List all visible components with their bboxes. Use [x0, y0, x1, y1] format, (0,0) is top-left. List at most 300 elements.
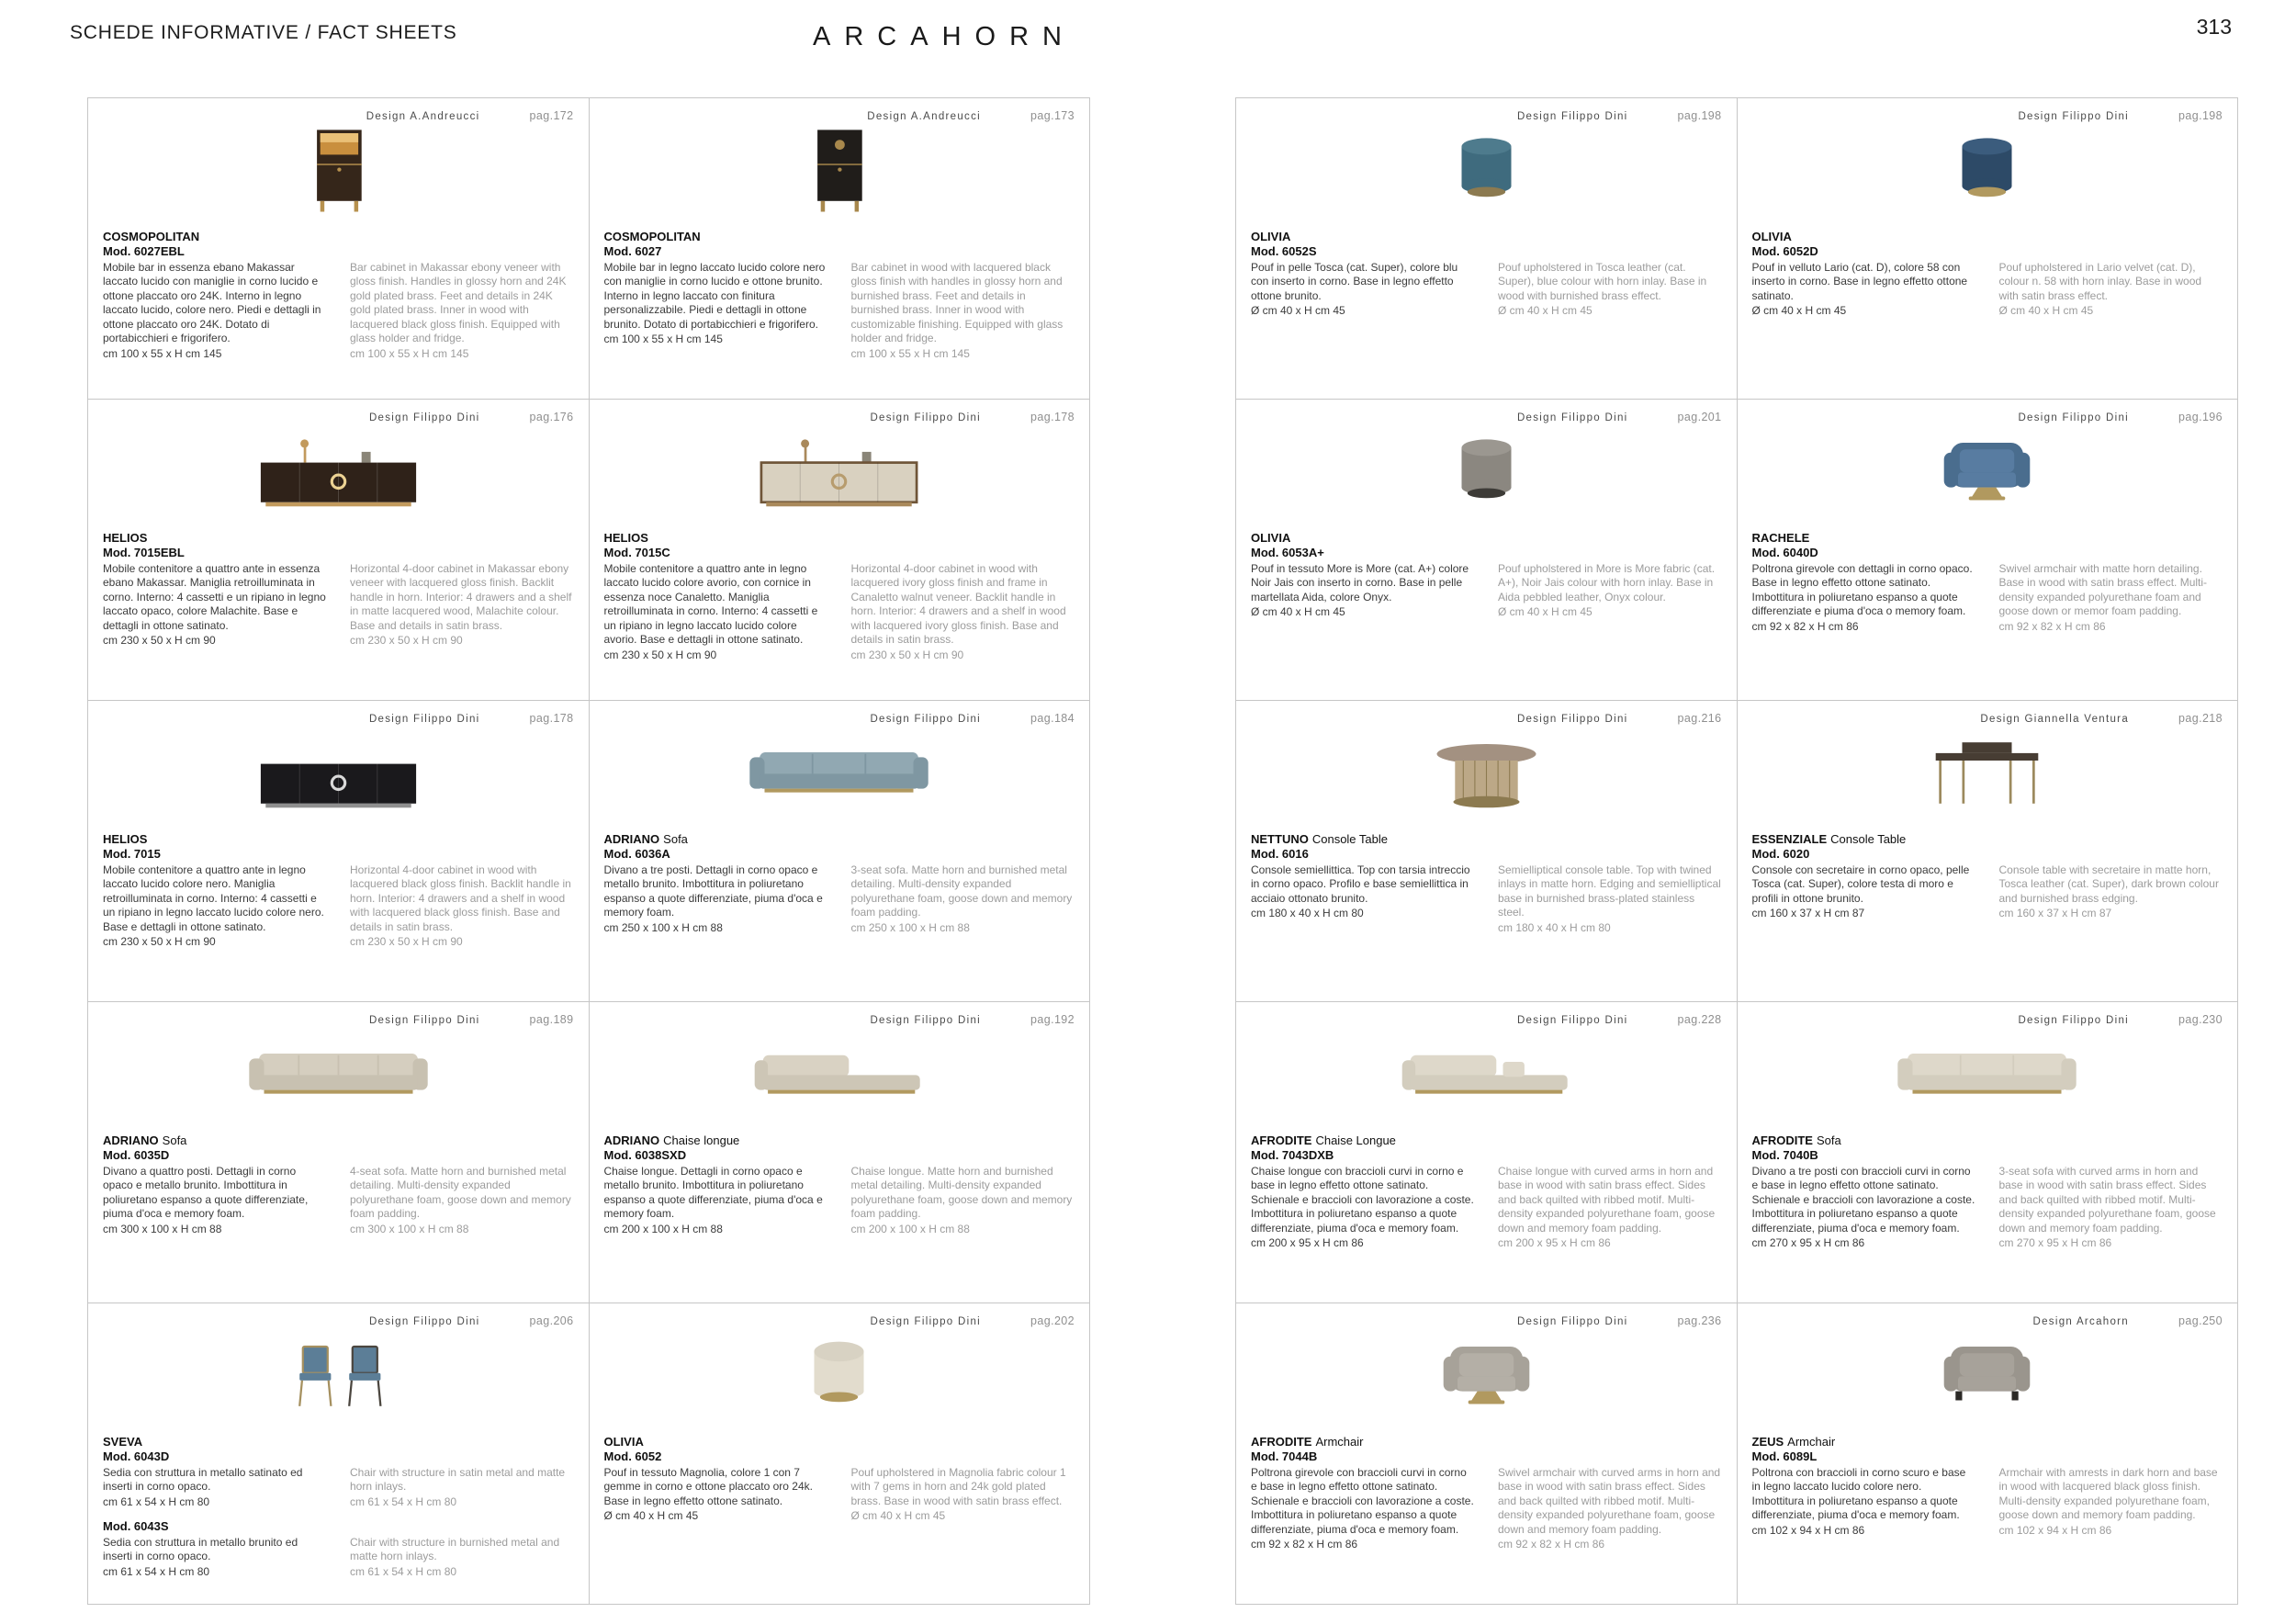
model-block [1752, 244, 2223, 319]
card-header [1251, 1011, 1722, 1026]
description-italian [103, 261, 326, 362]
product-image [1251, 122, 1722, 227]
model-number: Mod. 6038SXD [603, 1148, 687, 1163]
description-text-en: Chair with structure in satin metal and matte horn inlays. [350, 1465, 566, 1494]
page-reference: pag.184 [1030, 712, 1075, 725]
page-reference: pag.216 [1677, 712, 1722, 725]
dimensions-it: cm 270 x 95 x H cm 86 [1751, 1236, 1865, 1250]
description-text-it: Divano a tre posti con braccioli curvi in corno e base in legno effetto ottone satinato. Schienale e braccioli con lavorazione a coste. Imbottitura in poliuretano espanso a quote differenziate, piuma d'oca e memory foam. [1751, 1164, 1975, 1235]
product-image [604, 1327, 1075, 1432]
product-title [1251, 832, 1722, 847]
model-block [1251, 244, 1722, 319]
model-number: Mod. 7043DXB [1251, 1148, 1334, 1163]
model-number: Mod. 6040D [1751, 546, 1818, 560]
description-italian [1251, 1165, 1474, 1252]
description-text-en: Swivel armchair with matte horn detailing. Base in wood with satin brass effect. Multi-density expanded polyurethane foam and goose down or memor foam padding. [1998, 561, 2208, 618]
designer-label: Design Arcahorn [2032, 1316, 2130, 1327]
dimensions-en: cm 300 x 100 x H cm 88 [350, 1222, 469, 1235]
dimensions-en: cm 102 x 94 x H cm 86 [1998, 1523, 2112, 1537]
designer-label: Design Filippo Dini [368, 412, 480, 423]
product-model-blocks [1752, 1449, 2223, 1538]
card-header [103, 107, 574, 122]
product-name: NETTUNO [1251, 832, 1309, 846]
dimensions-en: cm 230 x 50 x H cm 90 [850, 648, 964, 662]
product-card [1236, 98, 1738, 400]
card-header [1251, 710, 1722, 725]
product-card [1236, 701, 1738, 1002]
product-type-label: Armchair [1787, 1435, 1836, 1449]
dimensions-en: cm 100 x 55 x H cm 145 [350, 347, 469, 361]
page-reference: pag.201 [1677, 411, 1722, 423]
dimensions-it: cm 230 x 50 x H cm 90 [103, 634, 216, 648]
description-italian [1752, 863, 1975, 921]
model-number: Mod. 6027 [603, 244, 662, 259]
product-name: ADRIANO [603, 1133, 660, 1147]
product-model-blocks [103, 1449, 574, 1579]
dimensions-it: cm 100 x 55 x H cm 145 [103, 347, 222, 361]
description-text-it: Pouf in velluto Lario (cat. D), colore 58 con inserto in corno. Base in legno effetto ottone satinato. [1751, 260, 1968, 302]
product-type-label: Console Table [1830, 832, 1907, 846]
dimensions-en: Ø cm 40 x H cm 45 [850, 1509, 946, 1523]
product-title [1251, 1435, 1722, 1449]
product-card [1236, 1002, 1738, 1303]
description-text-it: Mobile bar in essenza ebano Makassar laccato lucido con maniglie in corno lucido e ottone placcato oro 24K. Interno in legno laccato lucido, colore nero. Piedi e dettagli in ottone placcato oro 24K. Dotato di portabicchieri e frigorifero. [103, 260, 321, 345]
product-model-blocks [604, 546, 1075, 662]
product-card [88, 701, 590, 1002]
dimensions-it: Ø cm 40 x H cm 45 [1251, 304, 1345, 318]
card-header [604, 107, 1075, 122]
page-reference: pag.178 [529, 712, 574, 725]
model-number: Mod. 6052D [1751, 244, 1818, 259]
product-name: COSMOPOLITAN [603, 230, 701, 243]
description-text-it: Console semiellittica. Top con tarsia intreccio in corno opaco. Profilo e base semiellittica in acciaio ottonato brunito. [1251, 863, 1470, 905]
dimensions-it: cm 180 x 40 x H cm 80 [1251, 907, 1364, 920]
product-image [1251, 423, 1722, 528]
product-name: ADRIANO [603, 832, 660, 846]
card-header [1251, 1313, 1722, 1327]
description-text-en: Pouf upholstered in Lario velvet (cat. D), colour n. 58 with horn inlay. Base in wood with satin brass effect. [1998, 260, 2202, 302]
product-card [1236, 400, 1738, 701]
description-text-en: Pouf upholstered in Tosca leather (cat. Super), blue colour with horn inlay. Base in wood with burnished brass effect. [1498, 260, 1707, 302]
designer-label: Design Filippo Dini [870, 1316, 982, 1327]
description-italian [604, 1466, 827, 1524]
product-title [1752, 531, 2223, 546]
description-text-it: Sedia con struttura in metallo brunito ed inserti in corno opaco. [103, 1535, 298, 1563]
description-italian [103, 562, 326, 649]
description-italian [1251, 863, 1474, 936]
product-model-blocks [1251, 1148, 1722, 1251]
product-image [1752, 122, 2223, 227]
card-header [604, 409, 1075, 423]
designer-label: Design A.Andreucci [867, 111, 982, 122]
product-model-blocks [103, 546, 574, 648]
description-columns [1251, 863, 1722, 936]
description-text-it: Mobile bar in legno laccato lucido colore nero con maniglie in corno lucido e ottone brunito. Interno in legno laccato con finitura personalizzabile. Piedi e dettagli in ottone brunito. Dotato di portabicchieri e frigorifero. [603, 260, 826, 331]
product-title [1251, 531, 1722, 546]
product-card [590, 400, 1091, 701]
model-block [1752, 546, 2223, 634]
product-name: OLIVIA [1251, 230, 1291, 243]
product-card [88, 1303, 590, 1605]
description-english [350, 1466, 573, 1510]
description-english [350, 261, 573, 362]
description-italian [604, 1165, 827, 1237]
model-number: Mod. 6027EBL [103, 244, 185, 259]
product-model-blocks [1752, 847, 2223, 921]
description-text-it: Chaise longue con braccioli curvi in corno e base in legno effetto ottone satinato. Schienale e braccioli con lavorazione a coste. Imbottitura in poliuretano espanso a quote differenziate, piuma d'oca e memory foam. [1251, 1164, 1474, 1235]
dimensions-it: Ø cm 40 x H cm 45 [1251, 605, 1345, 619]
description-text-it: Console con secretaire in corno opaco, pelle Tosca (cat. Super), colore testa di moro e profili in ottone brunito. [1751, 863, 1970, 905]
dimensions-en: Ø cm 40 x H cm 45 [1498, 304, 1593, 318]
product-model-blocks [604, 847, 1075, 935]
page-reference: pag.198 [1677, 109, 1722, 122]
dimensions-en: cm 92 x 82 x H cm 86 [1998, 619, 2106, 633]
fact-sheet-grid-right [1235, 97, 2238, 1605]
description-english [350, 1165, 573, 1237]
model-number: Mod. 6053A+ [1251, 546, 1324, 560]
product-card [88, 1002, 590, 1303]
product-name: AFRODITE [1751, 1133, 1813, 1147]
model-block [1752, 1148, 2223, 1251]
designer-label: Design Filippo Dini [1516, 714, 1628, 725]
model-block [103, 847, 574, 950]
product-title [1752, 832, 2223, 847]
product-name: OLIVIA [1751, 230, 1792, 243]
model-block [103, 1519, 574, 1579]
product-image [604, 122, 1075, 227]
description-columns [604, 1466, 1075, 1524]
description-italian [1251, 261, 1474, 319]
product-title [604, 230, 1075, 244]
product-card [1738, 98, 2239, 400]
dimensions-en: cm 180 x 40 x H cm 80 [1498, 920, 1611, 934]
designer-label: Design Filippo Dini [368, 1015, 480, 1026]
card-header [103, 710, 574, 725]
product-image [1752, 1327, 2223, 1432]
product-title [604, 531, 1075, 546]
dimensions-it: cm 92 x 82 x H cm 86 [1251, 1538, 1358, 1551]
description-text-it: Poltrona girevole con dettagli in corno opaco. Base in legno effetto ottone satinato. Imbottitura in poliuretano espanso a quote differenziate e piuma d'oca o memory foam. [1751, 561, 1973, 618]
description-text-en: Chair with structure in burnished metal and matte horn inlays. [350, 1535, 560, 1563]
description-text-en: Chaise longue with curved arms in horn and base in wood with satin brass effect. Sides and back quilted with ribbed motif. Multi-density expanded polyurethane foam, goose down and memory foam padding. [1498, 1164, 1716, 1235]
model-number: Mod. 6036A [603, 847, 670, 862]
model-number: Mod. 6020 [1751, 847, 1810, 862]
page-reference: pag.202 [1030, 1314, 1075, 1327]
product-title [103, 230, 574, 244]
description-italian [1251, 562, 1474, 620]
product-image [1752, 423, 2223, 528]
product-title [103, 1435, 574, 1449]
product-model-blocks [604, 1449, 1075, 1524]
product-image [1251, 725, 1722, 829]
dimensions-it: Ø cm 40 x H cm 45 [1751, 304, 1847, 318]
page-reference: pag.228 [1677, 1013, 1722, 1026]
product-name: OLIVIA [603, 1435, 644, 1449]
description-italian [604, 863, 827, 936]
page-reference: pag.206 [529, 1314, 574, 1327]
product-name: RACHELE [1751, 531, 1810, 545]
designer-label: Design Filippo Dini [2018, 111, 2130, 122]
description-text-en: Semielliptical console table. Top with twined inlays in matte horn. Edging and semielliptical base in burnished brass-plated stainless steel. [1498, 863, 1721, 919]
model-block [604, 546, 1075, 662]
designer-label: Design Giannella Ventura [1980, 714, 2130, 725]
product-name: ESSENZIALE [1751, 832, 1828, 846]
description-italian [604, 261, 827, 362]
dimensions-it: cm 230 x 50 x H cm 90 [103, 935, 216, 949]
model-number: Mod. 7015C [603, 546, 670, 560]
description-text-it: Mobile contenitore a quattro ante in legno laccato lucido colore nero. Maniglia retroilluminata in corno. Interno: 4 cassetti e un ripiano in legno laccato lucido colore nero. Base e dettagli in ottone satinato. [103, 863, 324, 933]
product-title [1251, 1133, 1722, 1148]
page-number: 313 [2196, 15, 2232, 39]
description-columns [1752, 1165, 2223, 1252]
dimensions-en: cm 61 x 54 x H cm 80 [350, 1494, 457, 1508]
dimensions-it: cm 61 x 54 x H cm 80 [103, 1564, 210, 1578]
designer-label: Design A.Andreucci [366, 111, 480, 122]
description-text-en: Bar cabinet in wood with lacquered black gloss finish with handles in glossy horn and burnished brass. Feet and details in burnished brass. Inner in wood with customizable finishing. Equipped with glass holder and fridge. [850, 260, 1064, 345]
product-card [88, 98, 590, 400]
product-card [590, 701, 1091, 1002]
product-title [1752, 230, 2223, 244]
product-card [1738, 1303, 2239, 1605]
card-header [103, 409, 574, 423]
description-columns [103, 562, 574, 649]
model-block [103, 244, 574, 361]
description-text-it: Poltrona girevole con braccioli curvi in corno e base in legno effetto ottone satinato. Schienale e braccioli con lavorazione a coste. Imbottitura in poliuretano espanso a quote differenziate, piuma d'oca e memory foam. [1251, 1465, 1474, 1536]
dimensions-it: cm 160 x 37 x H cm 87 [1751, 907, 1865, 920]
product-card [590, 1303, 1091, 1605]
description-english [851, 863, 1075, 936]
description-italian [1251, 1466, 1474, 1553]
model-block [1752, 1449, 2223, 1538]
product-type-label: Chaise Longue [1315, 1133, 1396, 1147]
description-text-en: Horizontal 4-door cabinet in Makassar ebony veneer with lacquered gloss finish. Backlit handle in horn. Interior: 4 drawers and a shelf in matte lacquered wood, Malachite colour. Base and details in satin brass. [350, 561, 572, 632]
dimensions-it: cm 200 x 95 x H cm 86 [1251, 1236, 1364, 1250]
product-title [103, 832, 574, 847]
product-title [604, 1133, 1075, 1148]
model-block [1251, 546, 1722, 620]
product-card [1738, 701, 2239, 1002]
description-text-it: Mobile contenitore a quattro ante in legno laccato lucido colore avorio, con cornice in essenza noce Canaletto. Maniglia retroilluminata in corno. Interno: 4 cassetti e un ripiano in legno laccato lucido colore avorio. Base e dettagli in ottone satinato. [603, 561, 818, 647]
card-header [1251, 409, 1722, 423]
product-image [1752, 1026, 2223, 1131]
card-header [1752, 409, 2223, 423]
product-image [103, 423, 574, 528]
model-block [103, 546, 574, 648]
product-title [1251, 230, 1722, 244]
product-card [1738, 400, 2239, 701]
description-columns [604, 562, 1075, 663]
product-name: OLIVIA [1251, 531, 1291, 545]
product-model-blocks [1251, 847, 1722, 935]
designer-label: Design Filippo Dini [870, 1015, 982, 1026]
page-reference: pag.192 [1030, 1013, 1075, 1026]
description-english [1999, 562, 2223, 635]
description-columns [1251, 1466, 1722, 1553]
description-italian [1752, 1466, 1975, 1539]
description-english [851, 562, 1075, 663]
model-block [103, 1148, 574, 1236]
description-text-en: Bar cabinet in Makassar ebony veneer with gloss finish. Handles in glossy horn and 24K gold plated brass. Feet and details in 24K gold plated brass. Inner in wood with lacquered black gloss finish. Equipped with glass holder and fridge. [350, 260, 567, 345]
dimensions-it: cm 200 x 100 x H cm 88 [603, 1222, 723, 1235]
product-image [103, 1327, 574, 1432]
page-reference: pag.198 [2178, 109, 2223, 122]
dimensions-en: cm 92 x 82 x H cm 86 [1498, 1538, 1605, 1551]
description-columns [1251, 261, 1722, 319]
card-header [103, 1011, 574, 1026]
designer-label: Design Filippo Dini [1516, 1015, 1628, 1026]
designer-label: Design Filippo Dini [368, 714, 480, 725]
description-text-en: Pouf upholstered in More is More fabric (cat. A+), Noir Jais colour with horn inlay. Base in Aida pebbled leather, Onyx colour. [1498, 561, 1716, 603]
card-header [604, 1313, 1075, 1327]
description-text-it: Pouf in pelle Tosca (cat. Super), colore blu con inserto in corno. Base in legno effetto ottone brunito. [1251, 260, 1458, 302]
description-english [1999, 863, 2223, 921]
product-image [604, 1026, 1075, 1131]
dimensions-en: cm 200 x 95 x H cm 86 [1498, 1236, 1611, 1250]
description-columns [1752, 261, 2223, 319]
product-title [604, 832, 1075, 847]
product-image [1251, 1026, 1722, 1131]
page-reference: pag.178 [1030, 411, 1075, 423]
description-text-en: 4-seat sofa. Matte horn and burnished metal detailing. Multi-density expanded polyurethane foam, goose down and memory foam padding. [350, 1164, 571, 1221]
product-image [103, 725, 574, 829]
page-reference: pag.218 [2178, 712, 2223, 725]
model-number: Mod. 6052 [603, 1449, 662, 1464]
product-model-blocks [103, 244, 574, 361]
product-image [103, 122, 574, 227]
designer-label: Design Filippo Dini [1516, 111, 1628, 122]
page-reference: pag.250 [2178, 1314, 2223, 1327]
product-model-blocks [1251, 244, 1722, 319]
description-english [1498, 863, 1721, 936]
designer-label: Design Filippo Dini [870, 412, 982, 423]
model-number: Mod. 6089L [1751, 1449, 1818, 1464]
description-text-it: Divano a quattro posti. Dettagli in corno opaco e metallo brunito. Imbottitura in poliuretano espanso a quote differenziate, piuma d'oca e memory foam. [103, 1164, 309, 1221]
description-columns [103, 863, 574, 951]
designer-label: Design Filippo Dini [1516, 1316, 1628, 1327]
product-name: COSMOPOLITAN [103, 230, 200, 243]
description-text-it: Pouf in tessuto More is More (cat. A+) colore Noir Jais con inserto in corno. Base in pelle martellata Aida, colore Onyx. [1251, 561, 1469, 603]
product-model-blocks [1752, 546, 2223, 634]
description-columns [103, 1165, 574, 1237]
product-name: SVEVA [103, 1435, 143, 1449]
product-model-blocks [604, 244, 1075, 361]
model-block [604, 244, 1075, 361]
description-columns [1251, 1165, 1722, 1252]
description-columns [604, 863, 1075, 936]
designer-label: Design Filippo Dini [2018, 412, 2130, 423]
page-reference: pag.172 [529, 109, 574, 122]
model-number: Mod. 6043D [103, 1449, 170, 1464]
description-columns [103, 1466, 574, 1510]
description-italian [1752, 261, 1975, 319]
description-text-en: Swivel armchair with curved arms in horn and base in wood with satin brass effect. Sides and back quilted with ribbed motif. Multi-density expanded polyurethane foam, goose down and memory foam padding. [1498, 1465, 1721, 1536]
product-name: AFRODITE [1251, 1133, 1312, 1147]
model-number: Mod. 6052S [1251, 244, 1317, 259]
description-english [1498, 1466, 1721, 1553]
product-model-blocks [1752, 244, 2223, 319]
model-number: Mod. 7044B [1251, 1449, 1318, 1464]
description-columns [1752, 863, 2223, 921]
description-text-it: Divano a tre posti. Dettagli in corno opaco e metallo brunito. Imbottitura in poliuretano espanso a quote differenziate, piuma d'oca e memory foam. [603, 863, 823, 919]
description-text-it: Pouf in tessuto Magnolia, colore 1 con 7 gemme in corno e ottone placcato oro 24k. Base in legno effetto ottone satinato. [603, 1465, 813, 1507]
description-text-en: Chaise longue. Matte horn and burnished metal detailing. Multi-density expanded polyurethane foam, goose down and memory foam padding. [850, 1164, 1073, 1221]
description-text-en: 3-seat sofa with curved arms in horn and base in wood with satin brass effect. Sides and back quilted with ribbed motif. Multi-density expanded polyurethane foam, goose down and memory foam padding. [1998, 1164, 2216, 1235]
product-model-blocks [1752, 1148, 2223, 1251]
card-header [604, 710, 1075, 725]
dimensions-en: cm 160 x 37 x H cm 87 [1998, 907, 2112, 920]
product-title [103, 1133, 574, 1148]
product-title [1752, 1435, 2223, 1449]
model-number: Mod. 6043S [103, 1519, 169, 1534]
product-image [1752, 725, 2223, 829]
card-header [1752, 1313, 2223, 1327]
description-text-it: Mobile contenitore a quattro ante in essenza ebano Makassar. Maniglia retroilluminata in corno. Interno: 4 cassetti e un ripiano in legno laccato opaco, colore Malachite. Base e dettagli in ottone satinato. [103, 561, 326, 632]
dimensions-it: cm 100 x 55 x H cm 145 [603, 333, 723, 346]
product-model-blocks [103, 1148, 574, 1236]
product-image [604, 725, 1075, 829]
product-model-blocks [103, 847, 574, 950]
page-reference: pag.176 [529, 411, 574, 423]
description-text-en: Console table with secretaire in matte horn, Tosca leather (cat. Super), dark brown colour and burnished brass edging. [1998, 863, 2219, 905]
description-italian [1752, 562, 1975, 635]
product-card [88, 400, 590, 701]
product-name: HELIOS [103, 832, 148, 846]
product-model-blocks [1251, 546, 1722, 620]
dimensions-it: cm 61 x 54 x H cm 80 [103, 1494, 210, 1508]
page-reference: pag.173 [1030, 109, 1075, 122]
product-card [590, 98, 1091, 400]
model-block [604, 1148, 1075, 1236]
description-columns [1752, 1466, 2223, 1539]
description-english [1999, 261, 2223, 319]
description-italian [103, 1536, 326, 1580]
card-header [103, 1313, 574, 1327]
fact-sheet-grid-left [87, 97, 1090, 1605]
description-text-en: Horizontal 4-door cabinet in wood with lacquered ivory gloss finish and frame in Canaletto walnut veneer. Backlit handle in horn. Interior: 4 drawers and a shelf in wood with lacquered ivory gloss finish. Base and details in satin brass. [850, 561, 1066, 647]
description-text-it: Sedia con struttura in metallo satinato ed inserti in corno opaco. [103, 1465, 303, 1494]
dimensions-it: cm 102 x 94 x H cm 86 [1751, 1523, 1865, 1537]
designer-label: Design Filippo Dini [870, 714, 982, 725]
description-italian [103, 1165, 326, 1237]
model-number: Mod. 7015EBL [103, 546, 185, 560]
description-english [350, 1536, 573, 1580]
dimensions-en: cm 230 x 50 x H cm 90 [350, 634, 463, 648]
dimensions-en: Ø cm 40 x H cm 45 [1998, 304, 2094, 318]
product-title [1752, 1133, 2223, 1148]
dimensions-en: cm 200 x 100 x H cm 88 [850, 1222, 970, 1235]
card-header [604, 1011, 1075, 1026]
description-text-en: Armchair with amrests in dark horn and base in wood with lacquered black gloss finish. Multi-density expanded polyurethane foam, goose down and memory foam padding. [1998, 1465, 2218, 1522]
card-header [1752, 107, 2223, 122]
card-header [1752, 1011, 2223, 1026]
product-type-label: Armchair [1315, 1435, 1364, 1449]
model-number: Mod. 7015 [103, 847, 161, 862]
description-columns [1752, 562, 2223, 635]
description-english [350, 562, 573, 649]
description-italian [103, 863, 326, 951]
product-name: HELIOS [603, 531, 648, 545]
dimensions-it: cm 250 x 100 x H cm 88 [603, 920, 723, 934]
description-italian [1752, 1165, 1975, 1252]
brand-logo: ARCAHORN [813, 22, 1075, 51]
model-block [604, 1449, 1075, 1524]
product-model-blocks [1251, 1449, 1722, 1552]
product-image [604, 423, 1075, 528]
model-number: Mod. 7040B [1751, 1148, 1818, 1163]
designer-label: Design Filippo Dini [1516, 412, 1628, 423]
dimensions-it: cm 230 x 50 x H cm 90 [603, 648, 717, 662]
designer-label: Design Filippo Dini [2018, 1015, 2130, 1026]
